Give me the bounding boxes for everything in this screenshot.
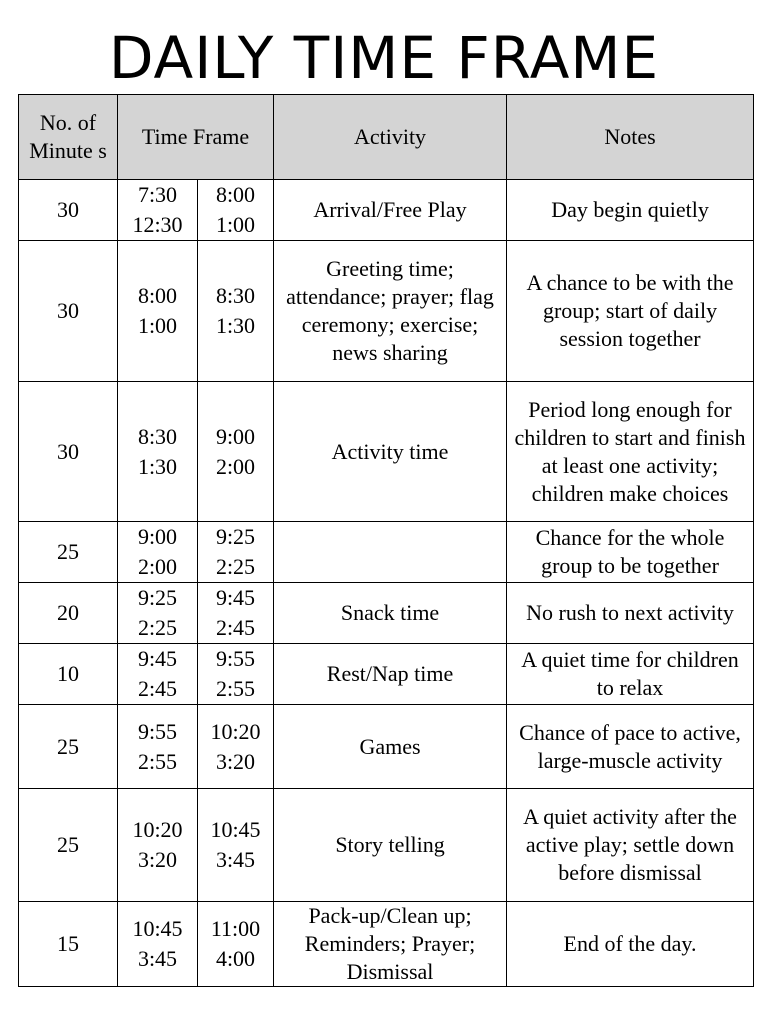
end-time-cell-value: 3:20: [215, 748, 256, 774]
start-time-cell-value: 2:25: [137, 615, 178, 640]
end-time-cell-value: 8:30: [215, 283, 256, 308]
start-time-cell-value: 2:45: [137, 676, 178, 701]
header-time-frame: Time Frame: [118, 95, 274, 180]
start-time-cell-value: 3:20: [137, 847, 178, 872]
start-time-cell: [118, 241, 198, 382]
minutes-cell: 15: [19, 902, 118, 987]
start-time-cell-value: 9:45: [137, 646, 178, 671]
notes-cell: Period long enough for children to start and finish at least one activity; children make choices: [507, 382, 754, 522]
notes-cell: No rush to next activity: [507, 583, 754, 644]
end-time-cell-value: 1:00: [215, 212, 256, 237]
header-minutes: No. of Minute s: [19, 95, 118, 180]
start-time-cell: [118, 902, 198, 987]
table-row: [19, 644, 754, 705]
activity-cell: Arrival/Free Play: [274, 180, 507, 241]
activity-cell: Story telling: [274, 789, 507, 902]
end-time-cell-value: 11:00: [210, 916, 261, 941]
notes-cell: A quiet activity after the active play; settle down before dismissal: [507, 789, 754, 902]
end-time-cell-value: 10:20: [210, 718, 261, 744]
notes-cell: Chance of pace to active, large-muscle activity: [507, 705, 754, 789]
start-time-cell: [118, 522, 198, 583]
end-time-cell: [198, 382, 274, 522]
end-time-cell: [198, 789, 274, 902]
minutes-cell: 25: [19, 705, 118, 789]
header-notes: Notes: [507, 95, 754, 180]
table-row: [19, 705, 754, 789]
start-time-cell-value: 9:00: [137, 524, 178, 549]
start-time-cell: [118, 644, 198, 705]
start-time-cell: [118, 583, 198, 644]
start-time-cell-value: 8:00: [137, 283, 178, 308]
end-time-cell-value: 2:55: [215, 676, 256, 701]
header-activity: Activity: [274, 95, 507, 180]
end-time-cell-value: 2:45: [215, 615, 256, 640]
end-time-cell: [198, 583, 274, 644]
minutes-cell: 25: [19, 789, 118, 902]
start-time-cell: [118, 705, 198, 789]
start-time-cell-value: 9:55: [137, 718, 178, 744]
activity-cell: Activity time: [274, 382, 507, 522]
end-time-cell: [198, 241, 274, 382]
activity-cell: Greeting time; attendance; prayer; flag ceremony; exercise; news sharing: [274, 241, 507, 382]
table-row: [19, 902, 754, 987]
end-time-cell-value: 10:45: [210, 817, 261, 842]
activity-cell: [274, 522, 507, 583]
end-time-cell-value: 9:00: [215, 423, 256, 449]
notes-cell: Chance for the whole group to be together: [507, 522, 754, 583]
end-time-cell: [198, 902, 274, 987]
start-time-cell-value: 10:45: [132, 916, 183, 941]
table-row: [19, 382, 754, 522]
minutes-cell: 25: [19, 522, 118, 583]
end-time-cell-value: 2:00: [215, 453, 256, 479]
table-row: [19, 522, 754, 583]
start-time-cell-value: 9:25: [137, 585, 178, 610]
end-time-cell-value: 9:25: [215, 524, 256, 549]
activity-cell: Rest/Nap time: [274, 644, 507, 705]
schedule-table: [18, 94, 754, 987]
table-row: [19, 241, 754, 382]
start-time-cell-value: 1:00: [137, 313, 178, 338]
end-time-cell-value: 9:55: [215, 646, 256, 671]
notes-cell: A chance to be with the group; start of daily session together: [507, 241, 754, 382]
end-time-cell-value: 4:00: [215, 946, 256, 971]
activity-cell: Games: [274, 705, 507, 789]
header-row: [19, 95, 754, 180]
start-time-cell-value: 7:30: [137, 182, 178, 207]
end-time-cell-value: 3:45: [215, 847, 256, 872]
end-time-cell-value: 8:00: [215, 182, 256, 207]
start-time-cell-value: 3:45: [137, 946, 178, 971]
start-time-cell-value: 1:30: [137, 453, 178, 479]
table-row: [19, 583, 754, 644]
table-row: [19, 180, 754, 241]
end-time-cell-value: 2:25: [215, 554, 256, 579]
minutes-cell: 30: [19, 382, 118, 522]
start-time-cell-value: 2:55: [137, 748, 178, 774]
notes-cell: End of the day.: [507, 902, 754, 987]
start-time-cell-value: 2:00: [137, 554, 178, 579]
end-time-cell: [198, 644, 274, 705]
table-row: [19, 789, 754, 902]
minutes-cell: 30: [19, 180, 118, 241]
minutes-cell: 10: [19, 644, 118, 705]
activity-cell: Snack time: [274, 583, 507, 644]
start-time-cell: [118, 382, 198, 522]
start-time-cell-value: 12:30: [132, 212, 183, 237]
notes-cell: A quiet time for children to relax: [507, 644, 754, 705]
activity-cell: Pack-up/Clean up; Reminders; Prayer; Dismissal: [274, 902, 507, 987]
minutes-cell: 20: [19, 583, 118, 644]
page-title: DAILY TIME FRAME: [108, 24, 660, 92]
minutes-cell: 30: [19, 241, 118, 382]
start-time-cell: [118, 180, 198, 241]
end-time-cell-value: 1:30: [215, 313, 256, 338]
start-time-cell-value: 8:30: [137, 423, 178, 449]
end-time-cell: [198, 180, 274, 241]
end-time-cell-value: 9:45: [215, 585, 256, 610]
end-time-cell: [198, 705, 274, 789]
start-time-cell: [118, 789, 198, 902]
start-time-cell-value: 10:20: [132, 817, 183, 842]
notes-cell: Day begin quietly: [507, 180, 754, 241]
end-time-cell: [198, 522, 274, 583]
